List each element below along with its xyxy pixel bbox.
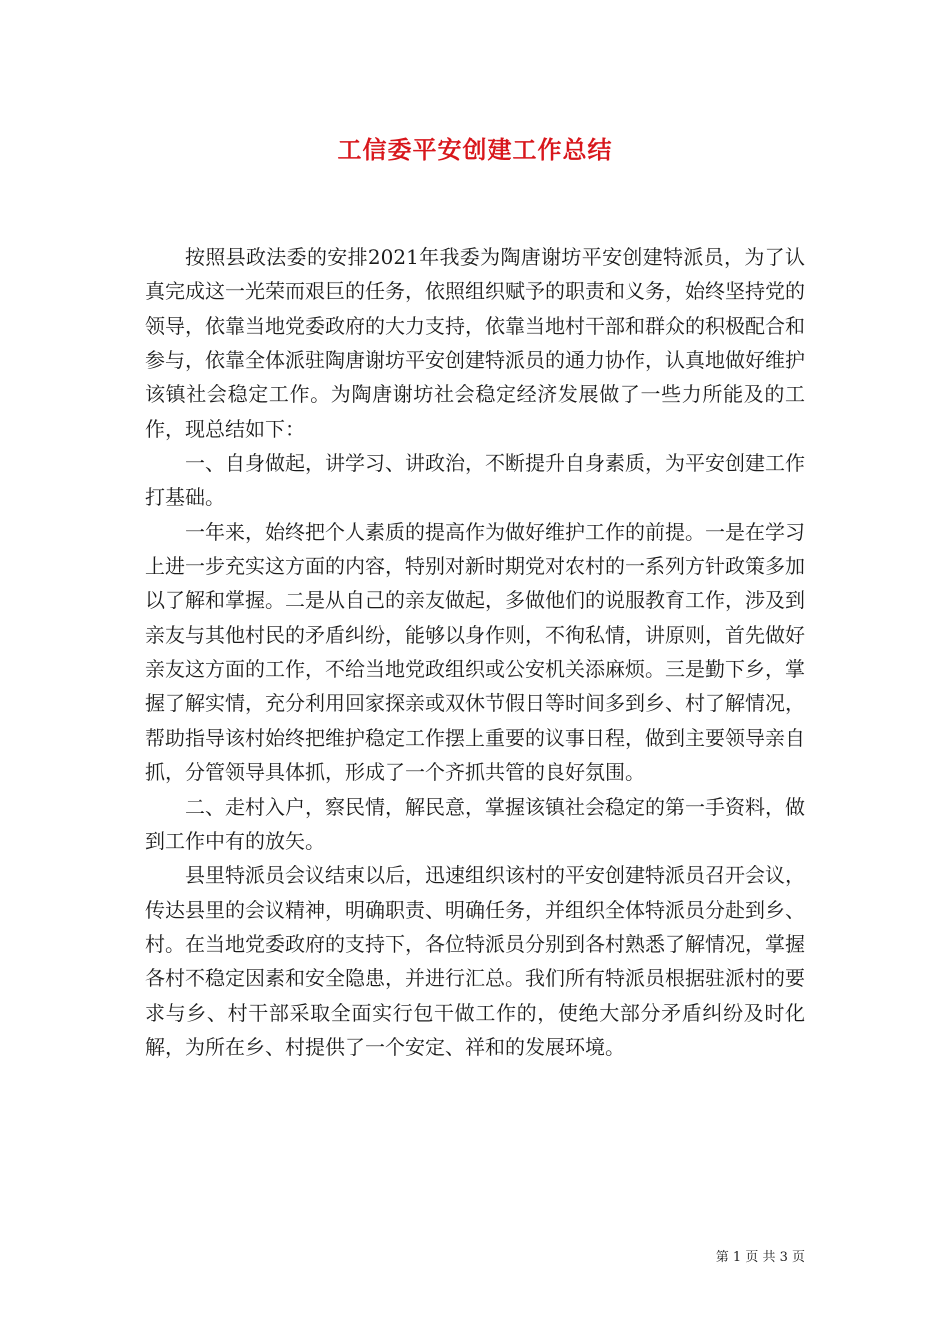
page-number-footer: 第 1 页 共 3 页 <box>715 1250 805 1265</box>
paragraph-section-1-body: 一年来，始终把个人素质的提高作为做好维护工作的前提。一是在学习上进一步充实这方面的内容，特别对新时期党对农村的一系列方针政策多加以了解和掌握。二是从自己的亲友做起，多做他们的说服教育工作，涉及到亲友与其他村民的矛盾纠纷，能够以身作则，不徇私情，讲原则，首先做好亲友这方面的工作，不给当地党政组织或公安机关添麻烦。三是勤下乡，掌握了解实情，充分利用回家探亲或双休节假日等时间多到乡、村了解情况，帮助指导该村始终把维护稳定工作摆上重要的议事日程，做到主要领导亲自抓，分管领导具体抓，形成了一个齐抓共管的良好氛围。 <box>145 519 805 785</box>
document-body <box>145 240 805 1064</box>
document-title: 工信委平安创建工作总结 <box>337 135 613 164</box>
paragraph-section-2-heading: 二、走村入户，察民情，解民意，掌握该镇社会稳定的第一手资料，做到工作中有的放矢。 <box>145 794 805 853</box>
paragraph-section-1-heading: 一、自身做起，讲学习、讲政治，不断提升自身素质，为平安创建工作打基础。 <box>145 451 805 510</box>
paragraph-intro: 按照县政法委的安排2021年我委为陶唐谢坊平安创建特派员，为了认真完成这一光荣而艰巨的任务，依照组织赋予的职责和义务，始终坚持党的领导，依靠当地党委政府的大力支持，依靠当地村干部和群众的积极配合和参与，依靠全体派驻陶唐谢坊平安创建特派员的通力协作，认真地做好维护该镇社会稳定工作。为陶唐谢坊社会稳定经济发展做了一些力所能及的工作，现总结如下： <box>145 245 805 441</box>
paragraph-section-2-body: 县里特派员会议结束以后，迅速组织该村的平安创建特派员召开会议，传达县里的会议精神，明确职责、明确任务，并组织全体特派员分赴到乡、村。在当地党委政府的支持下，各位特派员分别到各村熟悉了解情况，掌握各村不稳定因素和安全隐患，并进行汇总。我们所有特派员根据驻派村的要求与乡、村干部采取全面实行包干做工作的，使绝大部分矛盾纠纷及时化解，为所在乡、村提供了一个安定、祥和的发展环境。 <box>145 863 805 1059</box>
